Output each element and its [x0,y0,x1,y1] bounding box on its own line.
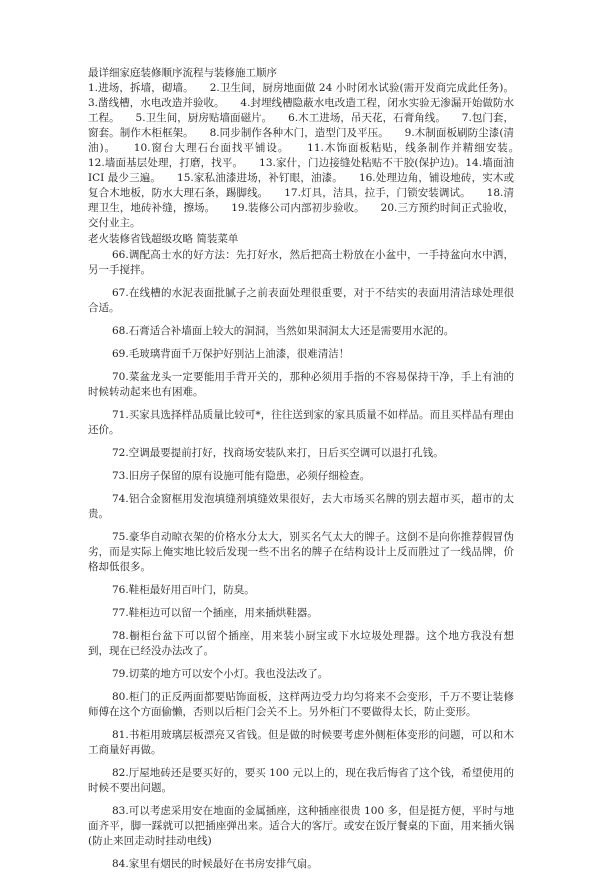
tip-item: 83.可以考虑采用安在地面的金属插座，这种插座很贵 100 多，但是挺方便，平时与地面齐平，脚一踩就可以把插座弹出来。适合大的客厅。或安在饭厅餐桌的下面，用来插火锅(防止来回走动时挂动电线) [88,805,514,847]
renovation-steps: 1.进场，拆墙，砌墙。 2.卫生间，厨房地面做 24 小时闭水试验(需开发商完成此任务)。3.凿线槽，水电改造并验收。 4.封埋线槽隐蔽水电改造工程，闭水实验无渗漏开始做防水工程。 5.卫生间，厨房贴墙面磁片。 6.木工进场，吊天花，石膏角线。 7.包门套，窗套。制作木柜框架。 8.同步制作各种木门，造型门及平压。 9.木制面板刷防尘漆(清油)。 10.窗台大理石台面找平铺设。 11.木饰面板粘贴，线条制作并精细安装。 12.墙面基层处理，打磨，找平。 13.家什，门边接缝处粘贴不干胶(保护边)。14.墙面油 ICI 最少三遍。 15.家私油漆进场，补钉眼，油漆。 16.处理边角，铺设地砖，实木或复合木地板，防水大理石条，踢脚线。 17.灯具，洁具，拉手，门锁安装调试。 18.清理卫生，地砖补缝，擦场。 19.装修公司内部初步验收。 20.三方预约时间正式验收，交付业主。 [88,82,535,229]
tip-item: 71.买家具选择样品质量比较可*，往往送到家的家具质量不如样品。而且买样品有理由还价。 [88,409,514,436]
tip-item: 66.调配高士水的好方法：先打好水，然后把高士粉放在小盆中，一手持盆向水中洒，另一手搅拌。 [88,249,514,276]
tip-item: 76.鞋柜最好用百叶门，防臭。 [112,584,255,596]
document-title: 最详细家庭装修顺序流程与装修施工顺序 [88,67,277,79]
tips-list [88,248,514,872]
tip-item: 74.铝合金窗框用发泡填缝剂填缝效果很好，去大市场买名牌的别去超市买，超市的太贵。 [88,493,514,520]
section-subtitle: 老火装修省钱超级攻略 简装菜单 [88,233,239,245]
tip-item: 81.书柜用玻璃层板漂亮又省钱。但是做的时候要考虑外侧柜体变形的问题，可以和木工商量好再做。 [88,729,514,756]
tip-item: 78.橱柜台盆下可以留个插座，用来装小厨宝或下水垃圾处理器。这个地方我没有想到，现在已经没办法改了。 [88,630,514,657]
tip-item: 84.家里有烟民的时候最好在书房安排气扇。 [112,858,318,870]
tip-item: 77.鞋柜边可以留一个插座，用来插烘鞋器。 [112,607,318,619]
tip-item: 80.柜门的正反两面都要贴饰面板，这样两边受力均匀将来不会变形，千万不要让装修师傅在这个方面偷懒，否则以后柜门会关不上。另外柜门不要做得太长，防止变形。 [88,691,514,718]
tip-item: 73.旧房子保留的原有设施可能有隐患，必须仔细检查。 [112,470,371,482]
tip-item: 67.在线槽的水泥表面批腻子之前表面处理很重要，对于不结实的表面用清洁球处理很合适。 [88,287,514,314]
tip-item: 70.菜盆龙头一定要能用手背开关的，那种必须用手指的不容易保持干净，手上有油的时候转动起来也有困难。 [88,371,514,398]
tip-item: 68.石膏适合补墙面上较大的洞洞，当然如果洞洞太大还是需要用水泥的。 [112,325,455,337]
tip-item: 82.厅屋地砖还是要买好的，要买 100 元以上的，现在我后悔省了这个钱，希望使用的时候不要出问题。 [88,767,514,794]
tip-item: 75.豪华自动晾衣架的价格水分太大，别买名气太大的牌子。这倒不是向你推荐假冒伪劣，而是实际上俺实地比较后发现一些不出名的牌子在结构设计上反而胜过了一线品牌，价格却低很多。 [88,531,514,573]
tip-item: 72.空调最要提前打好，找商场安装队来打，日后买空调可以退打孔钱。 [112,447,444,459]
tip-item: 79.切菜的地方可以安个小灯。我也没法改了。 [112,668,329,680]
tip-item: 69.毛玻璃背面千万保护好别沾上油漆，很难清洁！ [112,348,350,360]
